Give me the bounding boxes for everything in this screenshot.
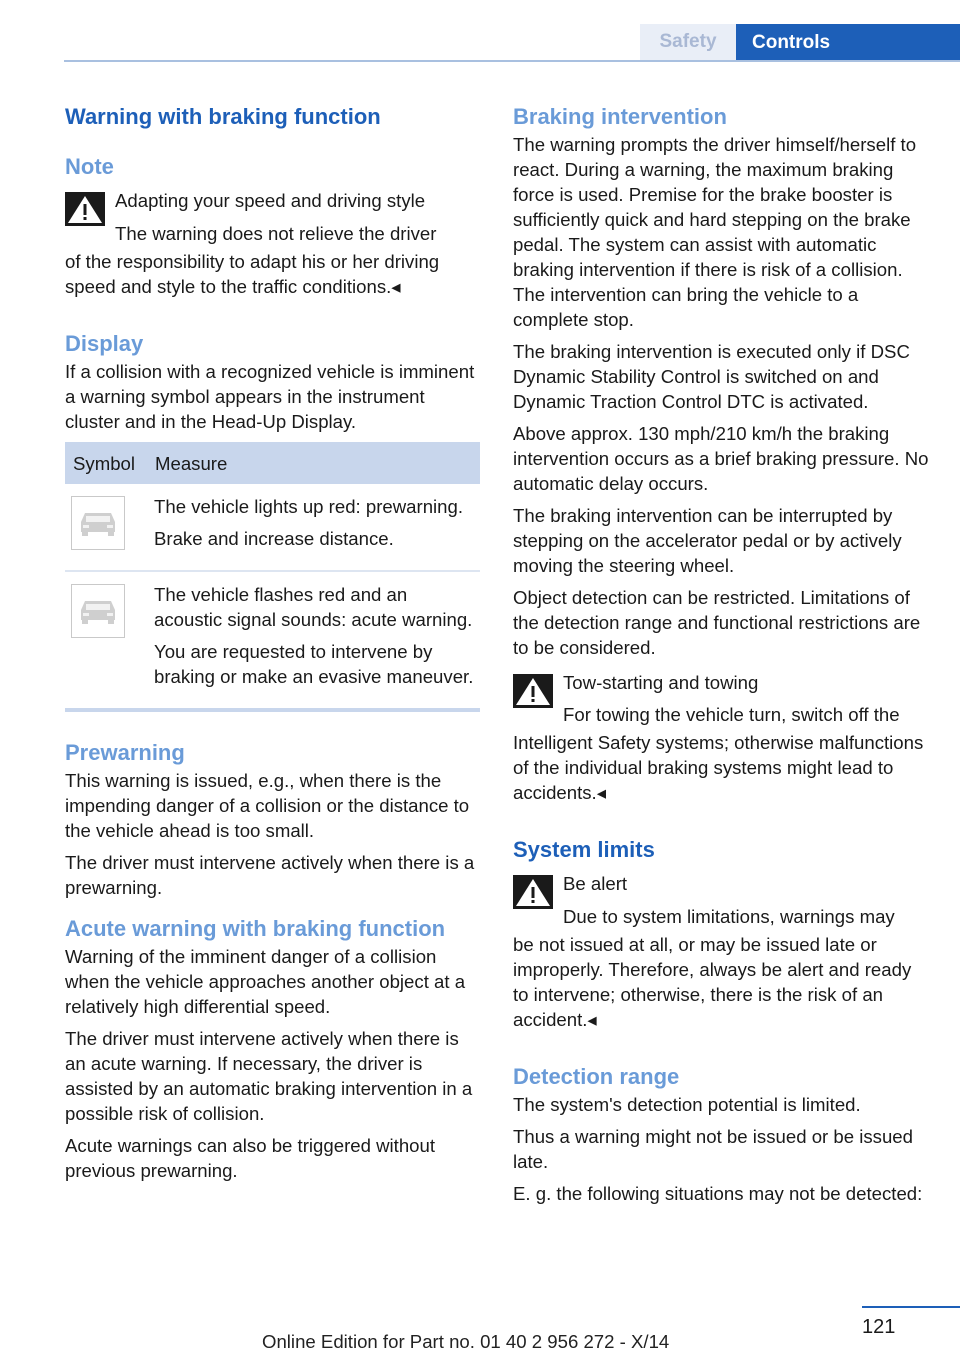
braking-text-3: Above approx. 130 mph/210 km/h the braking intervention occurs as a brief braking pressure. No automatic delay occurs. (513, 423, 929, 494)
row2-measure: The vehicle flashes red and an acoustic signal sounds: acute warning. (154, 584, 473, 630)
row2-measure-2: You are requested to intervene by braking or make an evasive maneuver. (154, 641, 474, 687)
warning-line: The warning does not relieve the driver (115, 223, 437, 244)
display-text: If a collision with a recognized vehicle is imminent a warning symbol appears in the instrument cluster and in the Head-Up Display. (65, 361, 475, 432)
warning-text: of the responsibility to adapt his or her driving speed and style to the traffic conditions.◂ (65, 251, 440, 297)
note-heading: Note (65, 154, 114, 179)
braking-text: The warning prompts the driver himself/herself to react. During a warning, the maximum braking force is used. Premise for the brake booster is sufficiently quick and hard stepping on the brake pedal. The system can assist with automatic braking intervention if there is risk of a collision. The intervention can bring the vehicle to a complete stop. (513, 134, 917, 330)
car-red-icon (76, 508, 120, 538)
vehicle-symbol (71, 584, 125, 638)
row1-measure: The vehicle lights up red: prewarning. (154, 496, 464, 517)
vehicle-symbol (71, 496, 125, 550)
warning-line: For towing the vehicle turn, switch off the (563, 704, 900, 725)
table-row (65, 484, 480, 571)
limits-heading: System limits (513, 837, 655, 862)
warning-triangle-icon (65, 192, 105, 226)
warning-title: Adapting your speed and driving style (115, 190, 426, 211)
detection-text: The system's detection potential is limited. (513, 1094, 861, 1115)
braking-text-4: The braking intervention can be interrupted by stepping on the accelerator pedal or by actively moving the steering wheel. (513, 505, 902, 576)
row1-measure-2: Brake and increase distance. (154, 528, 394, 549)
symbol-table (65, 442, 480, 708)
car-flashing-icon (76, 596, 120, 626)
footer-divider (862, 1306, 960, 1308)
warning-triangle-icon (513, 875, 553, 909)
prewarning-text-2: The driver must intervene actively when there is a prewarning. (65, 852, 475, 898)
acute-text-2: The driver must intervene actively when there is an acute warning. If necessary, the driver is assisted by an automatic braking intervention in a possible risk of collision. (65, 1028, 473, 1124)
section-title: Warning with braking function (65, 104, 381, 129)
warning-title: Be alert (563, 873, 628, 894)
col-symbol: Symbol (65, 442, 154, 484)
page-number: 121 (862, 1316, 896, 1338)
left-column (65, 100, 483, 1190)
edition-text: Online Edition for Part no. 01 40 2 956 272 - X/14 (262, 1331, 670, 1352)
acute-text-3: Acute warnings can also be triggered without previous prewarning. (65, 1135, 436, 1181)
col-measure: Measure (154, 442, 480, 484)
right-column (513, 100, 931, 1213)
tab-safety[interactable]: Safety (640, 24, 736, 60)
braking-text-5: Object detection can be restricted. Limitations of the detection range and functional restrictions are to be considered. (513, 587, 921, 658)
braking-text-2: The braking intervention is executed only if DSC Dynamic Stability Control is switched on and Dynamic Traction Control DTC is activated. (513, 341, 910, 412)
acute-text: Warning of the imminent danger of a collision when the vehicle approaches another object at a relatively high differential speed. (65, 946, 466, 1017)
detection-heading: Detection range (513, 1064, 680, 1089)
prewarning-text: This warning is issued, e.g., when there is the impending danger of a collision or the distance to the vehicle ahead is too small. (65, 770, 470, 841)
warning-text: Intelligent Safety systems; otherwise malfunctions of the individual braking systems might lead to accidents.◂ (513, 732, 924, 803)
table-bottom-rule (65, 708, 480, 712)
acute-heading: Acute warning with braking function (65, 916, 446, 941)
tab-controls[interactable]: Controls (736, 24, 960, 62)
detection-text-3: E. g. the following situations may not be detected: (513, 1183, 923, 1204)
table-row (65, 571, 480, 708)
note-warning (65, 186, 483, 299)
warning-triangle-icon (513, 674, 553, 708)
warning-title: Tow-starting and towing (563, 672, 759, 693)
warning-text: be not issued at all, or may be issued late or improperly. Therefore, always be alert and ready to intervene; otherwise, there is the risk of an accident.◂ (513, 934, 912, 1030)
warning-line: Due to system limitations, warnings may (563, 906, 895, 927)
alert-warning (513, 869, 931, 1032)
header-divider (64, 60, 960, 62)
braking-heading: Braking intervention (513, 104, 727, 129)
detection-text-2: Thus a warning might not be issued or be issued late. (513, 1126, 913, 1172)
display-heading: Display (65, 331, 144, 356)
prewarning-heading: Prewarning (65, 740, 185, 765)
tow-warning (513, 668, 931, 805)
